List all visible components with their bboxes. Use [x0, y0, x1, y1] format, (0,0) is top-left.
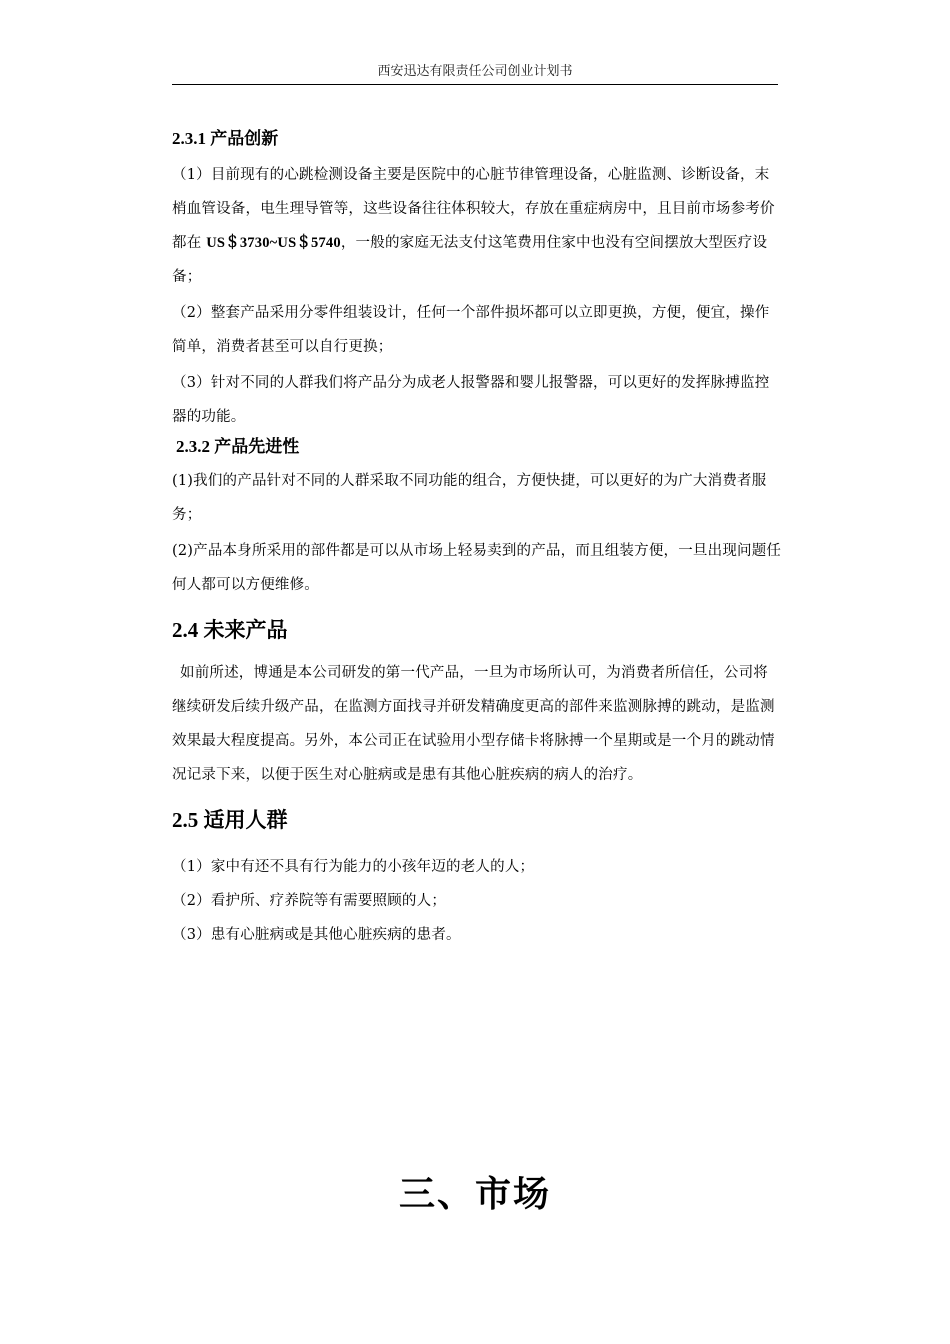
paragraph-2-3-2-item-1: (1)我们的产品针对不同的人群采取不同功能的组合，方便快捷，可以更好的为广大消费者服务；: [172, 473, 767, 523]
list-item-2-5-2: （2）看护所、疗养院等有需要照顾的人；: [172, 893, 447, 909]
paragraph-2-3-1-item-3: （3）针对不同的人群我们将产品分为成老人报警器和婴儿报警器，可以更好的发挥脉搏监控器的功能。: [172, 375, 770, 425]
page-content: [172, 124, 782, 952]
paragraph-text: （1）目前现有的心跳检测设备主要是医院中的心脏节律管理设备，心脏监测、诊断设备，末梢血管设备，电生理导管等，这些设备往往体积较大，存放在重症病房中，且目前市场参考价都在: [172, 167, 775, 251]
paragraph-2-4: 如前所述，博通是本公司研发的第一代产品，一旦为市场所认可，为消费者所信任，公司将继续研发后续升级产品，在监测方面找寻并研发精确度更高的部件来监测脉搏的跳动，是监测效果最大程度提高。另外，本公司正在试验用小型存储卡将脉搏一个星期或是一个月的跳动情况记录下来，以便于医生对心脏病或是患有其他心脏疾病的病人的治疗。: [172, 665, 775, 783]
list-item-2-5-3: （3）患有心脏病或是其他心脏疾病的患者。: [172, 927, 461, 943]
paragraph-2-3-1-item-1: [172, 158, 782, 294]
section-heading-2-3-2: 2.3.2 产品先进性: [176, 437, 300, 456]
list-item-2-5-1: （1）家中有还不具有行为能力的小孩年迈的老人的人；: [172, 859, 535, 875]
paragraph-text: ，一般的家庭无法支付这笔费用住家中也没有空间摆放大型医疗设备；: [172, 235, 768, 285]
price-range: US＄3730~US＄5740: [206, 235, 341, 251]
section-heading-2-3-1: 2.3.1 产品创新: [172, 129, 279, 148]
paragraph-2-3-1-item-2: （2）整套产品采用分零件组装设计，任何一个部件损坏都可以立即更换，方便，便宜，操作简单，消费者甚至可以自行更换；: [172, 305, 770, 355]
page-header: 西安迅达有限责任公司创业计划书: [172, 62, 778, 85]
section-heading-2-5: 2.5 适用人群: [172, 808, 288, 832]
section-heading-2-4: 2.4 未来产品: [172, 618, 288, 642]
chapter-title: 三、市场: [398, 1174, 551, 1214]
paragraph-2-3-2-item-2: (2)产品本身所采用的部件都是可以从市场上轻易卖到的产品，而且组装方便，一旦出现问题任何人都可以方便维修。: [172, 543, 782, 593]
